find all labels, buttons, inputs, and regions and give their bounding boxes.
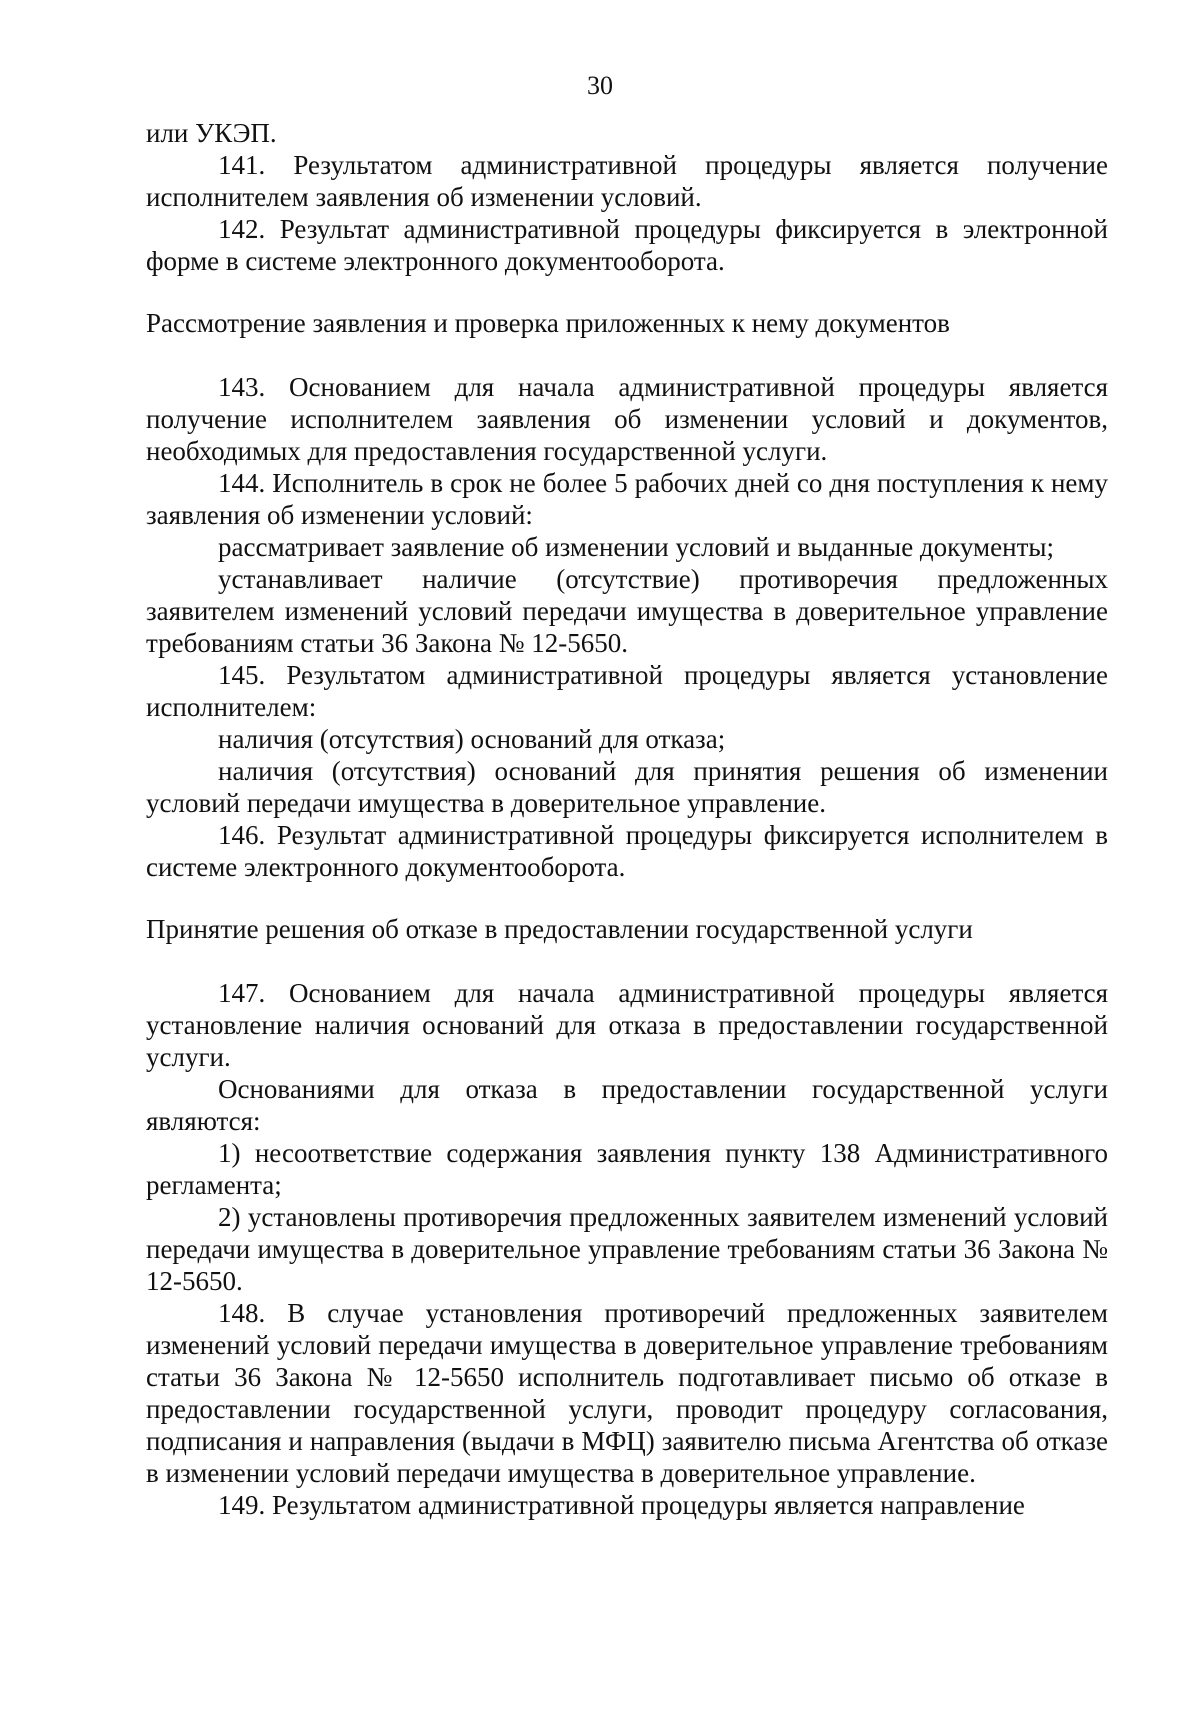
paragraph: 148. В случае установления противоречий предложенных заявителем изменений условий передачи имущества в доверительное управление требованиям статьи 36 Закона № 12-5650 исполнитель подготавливает письмо об отказе в предоставлении государственной услуги, проводит процедуру согласования, подписания и направления (выдачи в МФЦ) заявителю письма Агентства об отказе в изменении условий передачи имущества в доверительное управление. — [146, 1298, 1108, 1488]
paragraph: наличия (отсутствия) оснований для принятия решения об изменении условий передачи имущества в доверительное управление. — [146, 756, 1108, 818]
paragraph: 145. Результатом административной процедуры является установление исполнителем: — [146, 660, 1108, 722]
paragraph: 143. Основанием для начала административной процедуры является получение исполнителем заявления об изменении условий и документов, необходимых для предоставления государственной услуги. — [146, 372, 1108, 466]
paragraph: наличия (отсутствия) оснований для отказа; — [218, 724, 726, 754]
paragraph: рассматривает заявление об изменении условий и выданные документы; — [218, 532, 1055, 562]
paragraph: или УКЭП. — [146, 118, 277, 148]
paragraph: 149. Результатом административной процедуры является направление — [218, 1490, 1025, 1520]
paragraph: устанавливает наличие (отсутствие) противоречия предложенных заявителем изменений условий передачи имущества в доверительное управление требованиям статьи 36 Закона № 12-5650. — [146, 564, 1108, 658]
paragraph: 1) несоответствие содержания заявления пункту 138 Административного регламента; — [146, 1138, 1108, 1200]
paragraph: 147. Основанием для начала административной процедуры является установление наличия оснований для отказа в предоставлении государственной услуги. — [146, 978, 1108, 1072]
paragraph: 144. Исполнитель в срок не более 5 рабочих дней со дня поступления к нему заявления об изменении условий: — [146, 468, 1108, 530]
paragraph: 142. Результат административной процедуры фиксируется в электронной форме в системе электронного документооборота. — [146, 214, 1108, 276]
paragraph: 141. Результатом административной процедуры является получение исполнителем заявления об изменении условий. — [146, 150, 1108, 212]
paragraph: 2) установлены противоречия предложенных заявителем изменений условий передачи имущества в доверительное управление требованиям статьи 36 Закона № 12-5650. — [146, 1202, 1108, 1296]
paragraph: 146. Результат административной процедуры фиксируется исполнителем в системе электронного документооборота. — [146, 820, 1108, 882]
section-heading: Принятие решения об отказе в предоставлении государственной услуги — [146, 914, 973, 944]
section-heading: Рассмотрение заявления и проверка приложенных к нему документов — [146, 308, 950, 338]
page-number: 30 — [587, 71, 613, 100]
paragraph: Основаниями для отказа в предоставлении государственной услуги являются: — [146, 1074, 1108, 1136]
document-body — [146, 117, 1108, 1521]
